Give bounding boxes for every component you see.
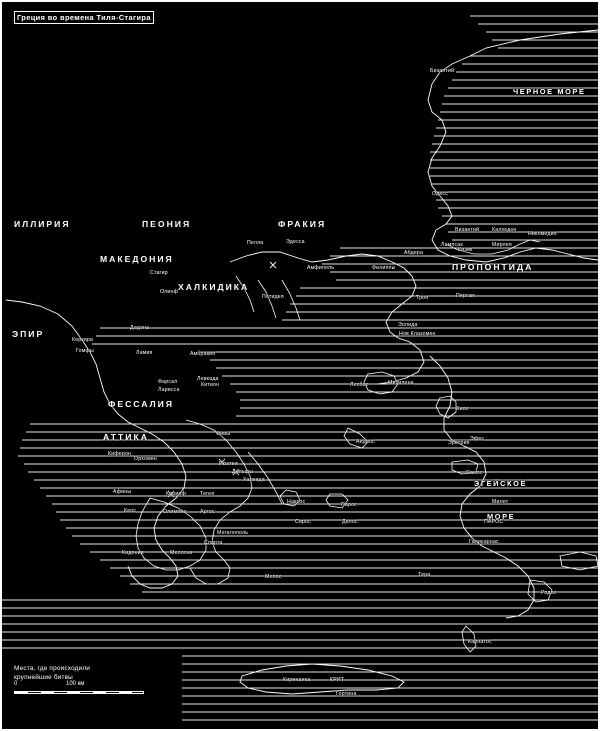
place-label: Никомедия [528, 231, 557, 237]
place-label: Митилена [388, 380, 414, 386]
place-label: Парос [341, 502, 357, 508]
region-label: ФРАКИЯ [278, 219, 327, 229]
place-label: Нов Клазомен [399, 331, 436, 337]
place-label: Мегалополь [217, 530, 249, 536]
place-label: Гомфы [76, 348, 94, 354]
place-label: Эолида [398, 322, 418, 328]
place-label: КРИТ [330, 677, 345, 683]
place-label: Амбракия [190, 351, 216, 357]
place-label: Андрос [356, 439, 375, 445]
place-label: Стагир [150, 270, 168, 276]
place-label: Делос [342, 519, 358, 525]
place-label: Фивы [216, 431, 231, 437]
place-label: Самос [466, 470, 483, 476]
region-label: МАКЕДОНИЯ [100, 254, 174, 264]
place-label: Бизантий [430, 68, 455, 74]
place-label: Амфиполь [307, 265, 335, 271]
place-label: Олинф [160, 289, 179, 295]
place-label: Киренаика [283, 677, 311, 683]
place-label: Левкада [197, 376, 219, 382]
place-label: Сирос [295, 519, 312, 525]
place-label: Керкира [72, 337, 94, 343]
place-label: Гортина [336, 691, 357, 697]
place-label: Потидея [262, 294, 284, 300]
map-title: Греция во времена Тиля-Стагира [14, 11, 154, 24]
place-label: Хиос [456, 406, 469, 412]
place-label: Лампсак [441, 242, 463, 248]
place-label: Карпатос [468, 639, 492, 645]
place-label: Эдесса [286, 239, 305, 245]
region-label: ЭПИР [12, 329, 45, 339]
place-label: Спарта [204, 540, 223, 546]
place-label: Афины [113, 489, 132, 495]
place-label: Филиппы [372, 265, 396, 271]
legend-line-1: Места, где происходили [14, 665, 91, 672]
place-label: Халкида [243, 477, 265, 483]
place-label: Галикарнас [469, 539, 499, 545]
place-label: Дельфы [232, 469, 254, 475]
place-label: Орхомен [134, 456, 157, 462]
place-label: Мирлея [492, 242, 512, 248]
place-label: Платеи [219, 461, 238, 467]
scale-label-zero: 0 [14, 680, 18, 687]
place-label: Ларисса [158, 387, 180, 393]
place-label: Ламия [136, 350, 153, 356]
place-label: Пелла [247, 240, 264, 246]
place-label: Коринф [166, 491, 187, 497]
place-label: Фарсал [158, 379, 178, 385]
place-label: Одесс [432, 191, 449, 197]
place-label: Эфес [470, 436, 485, 442]
place-label: Милет [492, 499, 509, 505]
region-label: ФЕССАЛИЯ [108, 399, 174, 409]
sea-label: ЧЕРНОЕ МОРЕ [513, 87, 586, 96]
place-label: Тера [418, 572, 431, 578]
place-label: Мессена [170, 550, 193, 556]
place-label: Додона [130, 325, 150, 331]
legend-line-2: крупнейшие битвы [14, 673, 73, 681]
place-label: Кизик [458, 247, 473, 253]
scale-label-max: 100 км [66, 680, 85, 687]
region-label: АТТИКА [103, 432, 149, 442]
sea-label: МОРЕ [487, 512, 516, 521]
region-label: ПЕОНИЯ [142, 219, 192, 229]
place-label: Абдера [404, 250, 424, 256]
region-label: ИЛЛИРИЯ [14, 219, 71, 229]
place-label: Лесбос [350, 382, 369, 388]
place-label: Олимпия [163, 509, 187, 515]
place-label: Калхедон [492, 227, 517, 233]
place-label: Пергам [456, 293, 475, 299]
place-label: Византий [455, 227, 480, 233]
place-label: Китион [201, 382, 220, 388]
place-label: Троя [416, 295, 429, 301]
place-label: Мелос [265, 574, 282, 580]
place-label: ПАРОС [484, 519, 504, 525]
region-label: ПРОПОНТИДА [452, 262, 534, 272]
place-label: Наксос [287, 499, 306, 505]
place-label: Родос [541, 590, 557, 596]
place-label: Кеос [124, 508, 137, 514]
place-label: Аргос [200, 509, 215, 515]
place-label: Тегея [200, 491, 215, 497]
region-label: ХАЛКИДИКА [178, 282, 250, 292]
place-label: Киферон [108, 451, 132, 457]
place-label: Кидония [122, 550, 144, 556]
sea-label: ЭГЕЙСКОЕ [474, 479, 528, 488]
place-label: Эретрия [448, 440, 470, 446]
